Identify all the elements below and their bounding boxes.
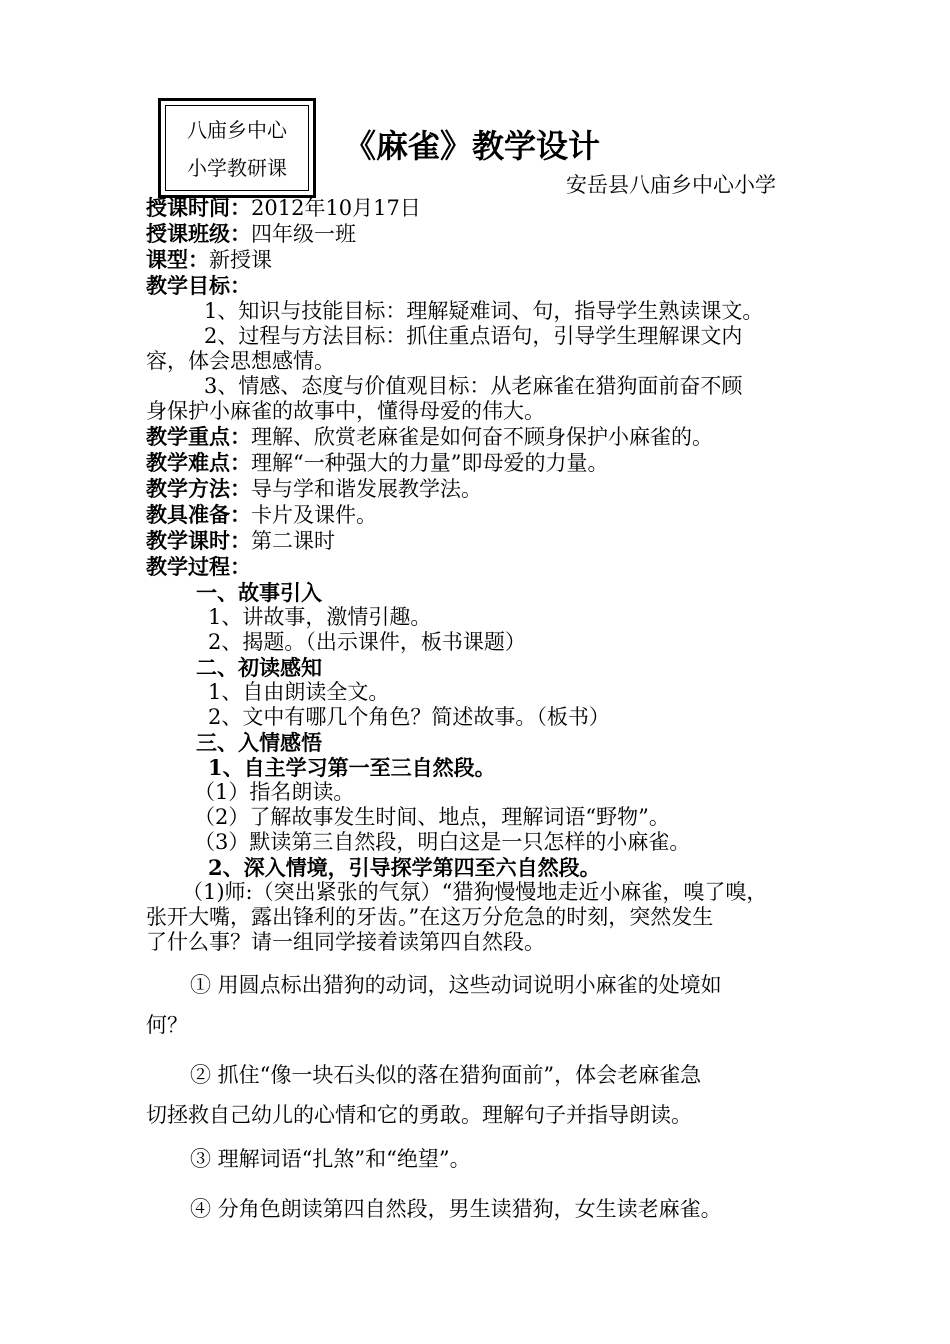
label-difficulty: 教学难点：	[146, 450, 251, 475]
paragraph-line-1: （1)师:（突出紧张的气氛）“猎狗慢慢地走近小麻雀，嗅了嗅，	[182, 880, 768, 904]
school-name: 安岳县八庙乡中心小学	[566, 173, 776, 197]
value-type: 新授课	[209, 248, 272, 272]
goal-3b: 身保护小麻雀的故事中，懂得母爱的伟大。	[146, 399, 545, 423]
value-class: 四年级一班	[251, 222, 356, 246]
value-key: 理解、欣赏老麻雀是如何奋不顾身保护小麻雀的。	[251, 425, 713, 449]
info-type	[146, 247, 826, 273]
info-class	[146, 221, 826, 247]
detail-hours	[146, 528, 826, 554]
value-tools: 卡片及课件。	[251, 503, 377, 527]
goal-2b: 容，体会思想感情。	[146, 349, 335, 373]
section-2-item-1: 1、自由朗读全文。	[208, 680, 390, 704]
document-body	[146, 195, 826, 1229]
section-3-sub-1: 1、自主学习第一至三自然段。	[208, 755, 496, 780]
circled-item-4-line-1: ④ 分角色朗读第四自然段，男生读猎狗，女生读老麻雀。	[190, 1197, 722, 1221]
info-time	[146, 195, 826, 221]
section-3-sub-2-paragraph	[146, 880, 826, 955]
circled-item-2-line-1: ② 抓住“像一块石头似的落在猎狗面前”，体会老麻雀急	[190, 1063, 702, 1087]
circled-item-1-line-2: 何？	[146, 1013, 188, 1037]
section-2-item-2: 2、文中有哪几个角色？简述故事。（板书）	[208, 705, 610, 729]
section-3-sub-1-item-3: （3）默读第三自然段，明白这是一只怎样的小麻雀。	[194, 830, 691, 854]
label-time: 授课时间：	[146, 195, 251, 220]
section-3-sub-1-item-1: （1）指名朗读。	[194, 780, 355, 804]
section-3-heading: 三、入情感悟	[196, 730, 322, 755]
stamp-line-1: 八庙乡中心	[187, 118, 287, 142]
section-3-sub-1-item-2: （2）了解故事发生时间、地点，理解词语“野物”。	[194, 805, 670, 829]
section-2-heading: 二、初读感知	[196, 655, 322, 680]
label-class: 授课班级：	[146, 221, 251, 246]
detail-key	[146, 424, 826, 450]
goal-2a: 2、过程与方法目标：抓住重点语句，引导学生理解课文内	[204, 324, 743, 348]
circled-item-4	[146, 1189, 826, 1229]
circled-item-1-line-1: ① 用圆点标出猎狗的动词，这些动词说明小麻雀的处境如	[190, 973, 722, 997]
goal-1: 1、知识与技能目标：理解疑难词、句，指导学生熟读课文。	[204, 299, 764, 323]
circled-item-1	[146, 965, 826, 1045]
section-1-item-1: 1、讲故事，激情引趣。	[208, 605, 432, 629]
circled-item-2-line-2: 切拯救自己幼儿的心情和它的勇敢。理解句子并指导朗读。	[146, 1103, 692, 1127]
value-hours: 第二课时	[251, 529, 335, 553]
detail-process	[146, 554, 826, 580]
paragraph-line-2: 张开大嘴，露出锋利的牙齿。”在这万分危急的时刻，突然发生	[146, 905, 714, 929]
label-tools: 教具准备：	[146, 502, 251, 527]
stamp-inner-border	[165, 105, 309, 191]
circled-item-2	[146, 1055, 826, 1135]
label-hours: 教学课时：	[146, 528, 251, 553]
stamp-box	[158, 98, 316, 198]
value-time: 2012年10月17日	[251, 196, 421, 220]
circled-item-3-line-1: ③ 理解词语“扎煞”和“绝望”。	[190, 1147, 471, 1171]
paragraph-line-3: 了什么事？请一组同学接着读第四自然段。	[146, 930, 545, 954]
label-key: 教学重点：	[146, 424, 251, 449]
value-method: 导与学和谐发展教学法。	[251, 477, 482, 501]
section-3-sub-2: 2、深入情境，引导探学第四至六自然段。	[208, 855, 601, 880]
detail-method	[146, 476, 826, 502]
label-goals: 教学目标：	[146, 273, 251, 298]
section-1-item-2: 2、揭题。（出示课件，板书课题）	[208, 630, 526, 654]
stamp-line-2: 小学教研课	[187, 156, 287, 180]
label-method: 教学方法：	[146, 476, 251, 501]
circled-item-3	[146, 1139, 826, 1179]
document-title: 《麻雀》教学设计	[344, 127, 601, 165]
detail-tools	[146, 502, 826, 528]
goal-3a: 3、情感、态度与价值观目标：从老麻雀在猎狗面前奋不顾	[204, 374, 743, 398]
value-difficulty: 理解“一种强大的力量”即母爱的力量。	[251, 451, 609, 475]
label-type: 课型：	[146, 247, 209, 272]
detail-difficulty	[146, 450, 826, 476]
label-process: 教学过程：	[146, 554, 251, 579]
section-1-heading: 一、故事引入	[196, 580, 322, 605]
info-goals	[146, 273, 826, 299]
